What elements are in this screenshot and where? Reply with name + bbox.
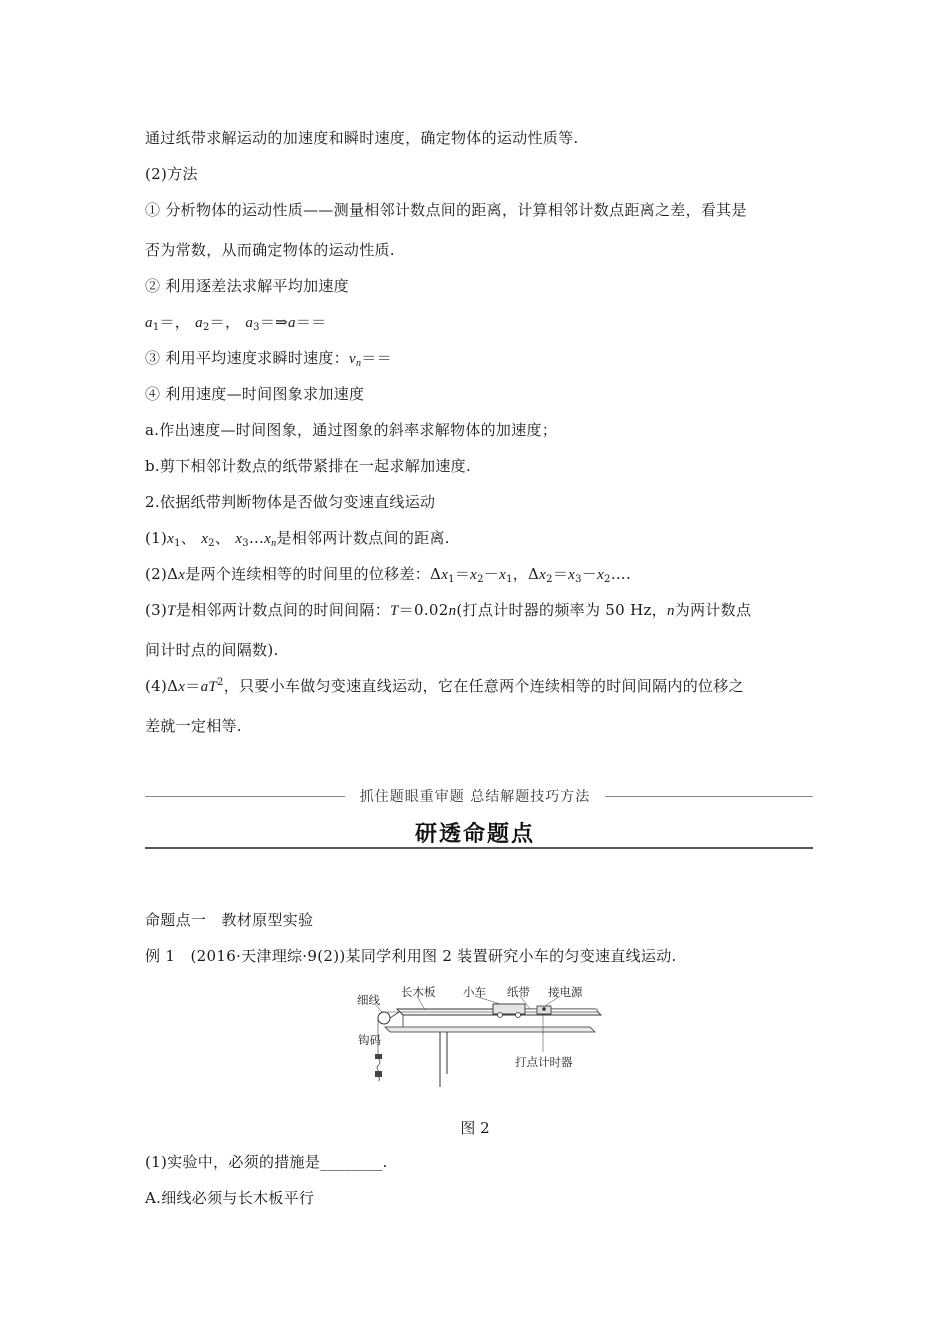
weight — [375, 1071, 382, 1077]
text-line: 2.依据纸带判断物体是否做匀变速直线运动 — [145, 493, 436, 511]
label-weight: 钩码 — [358, 1033, 381, 1047]
formula-line: $(4)\Delta x=aT^2$，只要小车做匀变速直线运动，它在任意两个连续相等的时间间隔内的位移之 — [145, 677, 744, 695]
table-top — [385, 1027, 595, 1032]
text-line: 否为常数，从而确定物体的运动性质. — [145, 241, 395, 259]
formula-line: $a_1=$， $a_2=$， $a_3=\Rightarrow a==$ — [145, 313, 327, 333]
text-line: a.作出速度—时间图象，通过图象的斜率求解物体的加速度； — [145, 421, 558, 439]
banner-underline — [145, 847, 813, 849]
formula-line: (3)T是相邻两计数点间的时间间隔：T＝0.02n(打点计时器的频率为 50 Hz，n为两计数点 — [145, 601, 752, 619]
question-line: (1)实验中，必须的措施是________. — [145, 1153, 388, 1171]
text-line: ① 分析物体的运动性质——测量相邻计数点间的距离，计算相邻计数点距离之差，看其是 — [145, 201, 747, 219]
text-line: 通过纸带求解运动的加速度和瞬时速度，确定物体的运动性质等. — [145, 129, 579, 147]
formula-line: $(1)x_1$、 $x_2$、 $x_3\dots x_n$是相邻两计数点间的距离. — [145, 529, 450, 549]
text-line: 差就一定相等. — [145, 717, 242, 735]
text-line: (2)方法 — [145, 165, 198, 183]
figure-caption: 图 2 — [460, 1119, 490, 1137]
banner-subtitle: 抓住题眼重审题 总结解题技巧方法 — [359, 789, 591, 805]
banner-title: 研透命题点 — [414, 822, 535, 847]
pulley — [378, 1012, 390, 1024]
label-cart: 小车 — [463, 985, 486, 999]
text-line: b.剪下相邻计数点的纸带紧排在一起求解加速度. — [145, 457, 472, 475]
label-power: 接电源 — [548, 985, 583, 999]
text-line: 间计时点的间隔数). — [145, 641, 279, 659]
option-a: A.细线必须与长木板平行 — [145, 1189, 315, 1207]
section-heading: 命题点一 教材原型实验 — [145, 911, 314, 929]
label-thread: 细线 — [357, 993, 380, 1007]
label-board: 长木板 — [401, 985, 436, 999]
label-timer: 打点计时器 — [515, 1055, 573, 1069]
formula-line: ③ 利用平均速度求瞬时速度：$v_n==$ — [145, 349, 392, 369]
weight — [375, 1054, 382, 1059]
cart — [493, 1004, 525, 1014]
text-line: ② 利用逐差法求解平均加速度 — [145, 277, 349, 295]
example-title: 例 1 (2016·天津理综·9(2))某同学利用图 2 装置研究小车的匀变速直线运动. — [145, 947, 677, 965]
paper-tape — [525, 1009, 597, 1012]
label-tape: 纸带 — [507, 985, 530, 999]
text-line: ④ 利用速度—时间图象求加速度 — [145, 385, 365, 403]
formula-line: (2)Δx是两个连续相等的时间里的位移差：$\Delta x_1=x_2-x_1$，$\Delta x_2=x_3-x_2\dots$. — [145, 565, 632, 585]
apparatus-figure — [355, 982, 605, 1087]
